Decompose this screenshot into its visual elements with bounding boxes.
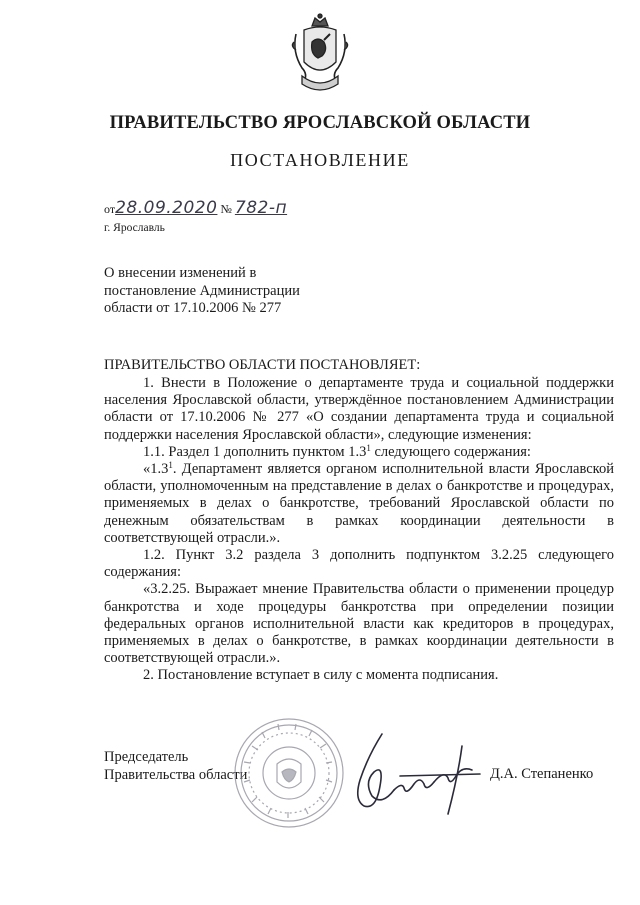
decree-heading: ПРАВИТЕЛЬСТВО ОБЛАСТИ ПОСТАНОВЛЯЕТ: — [104, 357, 421, 373]
signer-title-line: Правительства области — [104, 766, 248, 783]
date-prefix: от — [104, 202, 116, 216]
paragraph: 1.1. Раздел 1 дополнить пунктом $1.3^1$ следующего содержания: — [143, 442, 531, 460]
government-title: ПРАВИТЕЛЬСТВО ЯРОСЛАВСКОЙ ОБЛАСТИ — [109, 113, 531, 133]
registration-line — [104, 198, 287, 218]
signer-title-line: Председатель — [104, 749, 189, 765]
signer-name: Д.А. Степаненко — [490, 766, 594, 782]
document-type: ПОСТАНОВЛЕНИЕ — [230, 150, 410, 170]
handwritten-signature-icon — [330, 726, 490, 836]
number-prefix: № — [220, 202, 232, 216]
signer-title — [104, 749, 247, 784]
document-number: 782-п — [234, 198, 288, 218]
paragraph: «3.2.25. Выражает мнение Правительства области о применении процедур банкротства и ходе процедуры банкротства при определении позиции федеральных органов исполнительной власти как кредиторов в процедурах, применяемых в делах о банкротстве, в рамках координации деятельности в соответствующей отрасли.». — [104, 581, 614, 667]
subject-line: постановление Администрации — [104, 282, 300, 299]
document-body — [104, 375, 614, 685]
paragraph: 2. Постановление вступает в силу с момента подписания. — [143, 667, 499, 684]
paragraph: 1.2. Пункт 3.2 раздела 3 дополнить подпунктом 3.2.25 следующего содержания: — [104, 547, 614, 581]
paragraph: 1. Внести в Положение о департаменте труда и социальной поддержки населения Ярославской области, утверждённое постановлением Администрации области от 17.10.2006 № 277 «О создании департамента труда и социальной поддержки населения Ярославской области», следующие изменения: — [104, 375, 614, 443]
city: г. Ярославль — [104, 222, 165, 234]
paragraph: «$1.3^1$. Департамент является органом исполнительной власти Ярославской области, уполномоченным на представление в делах о банкротстве и процедурах, применяемых в делах о банкротстве, требований Ярославской области по денежным обязательствам в рамках координации деятельности в соответствующей отрасли.». — [104, 460, 614, 546]
subject-block — [104, 265, 344, 318]
subject-line: области от 17.10.2006 № 277 — [104, 300, 282, 316]
coat-of-arms-icon — [288, 12, 352, 96]
document-date: 28.09.2020 — [115, 198, 218, 218]
subject-line: О внесении изменений в — [104, 265, 257, 281]
official-seal-icon — [232, 716, 346, 830]
